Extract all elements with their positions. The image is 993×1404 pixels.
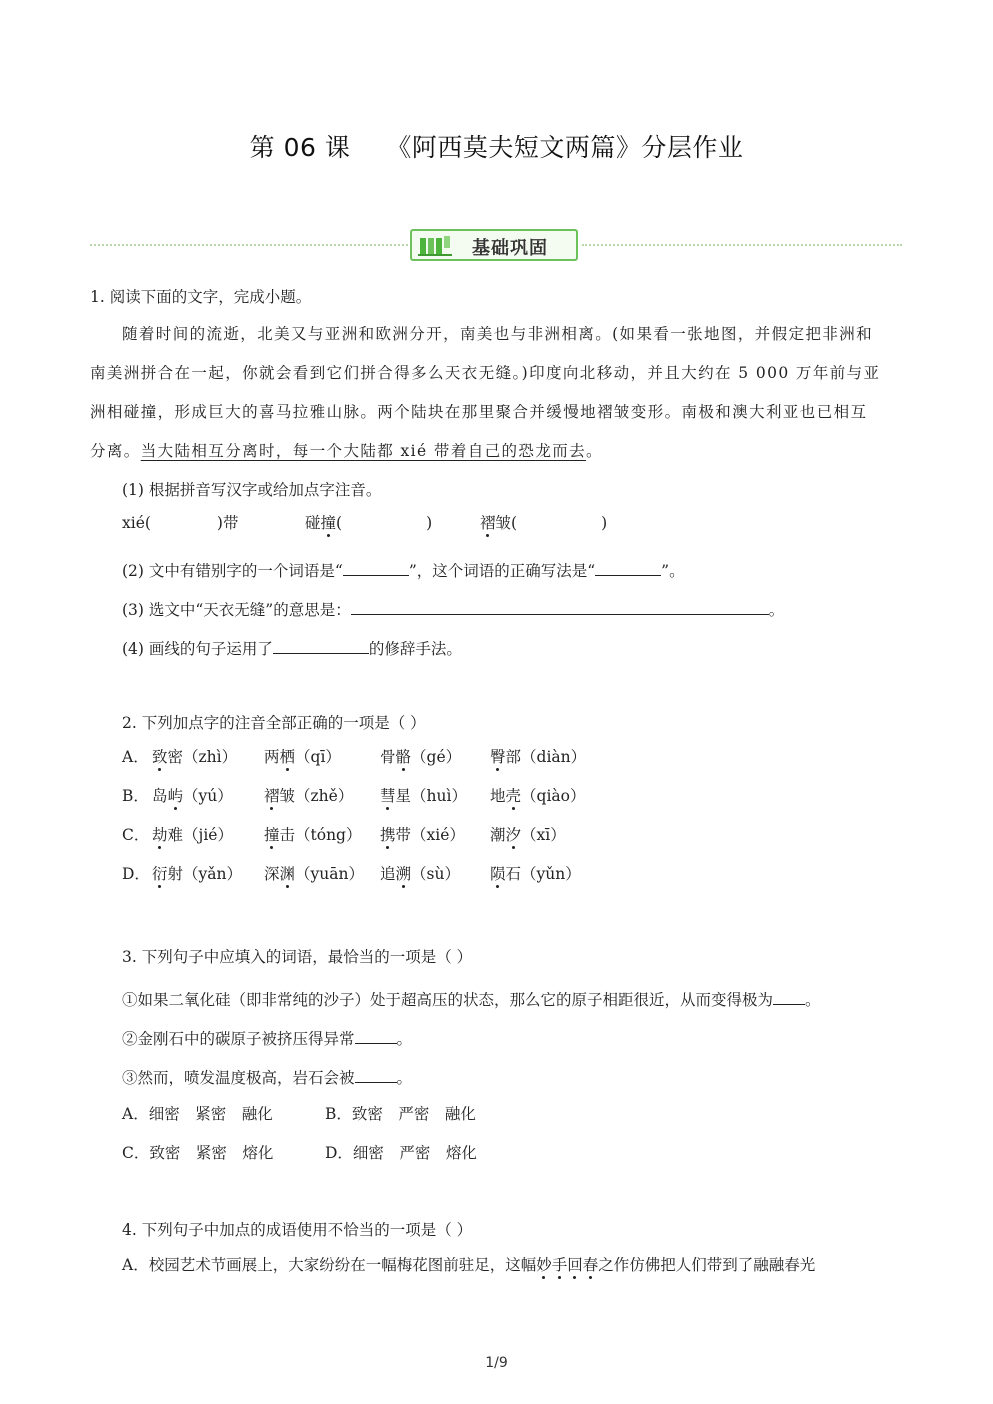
dotted-char: 春 xyxy=(582,1256,599,1274)
q2-option-item: 褶皱（zhě） xyxy=(264,787,354,805)
book-icon xyxy=(418,234,462,258)
page-title xyxy=(0,128,993,164)
dotted-char: 褶 xyxy=(264,787,280,805)
q4-option-a[interactable]: A．校园艺术节画展上，大家纷纷在一幅梅花图前驻足，这幅妙手回春之作仿佛把人们带到了融融春光 xyxy=(122,1256,816,1274)
q1-para-line: 洲相碰撞，形成巨大的喜马拉雅山脉。两个陆块在那里聚合并缓慢地褶皱变形。南极和澳大利亚也已相互 xyxy=(90,403,868,421)
q1-stem: 1. 阅读下面的文字，完成小题。 xyxy=(90,288,312,306)
dotted-char: 携 xyxy=(380,826,396,844)
q3-option-c[interactable]: C．致密 紧密 熔化 xyxy=(122,1144,274,1162)
q2-option-item: 陨石（yǔn） xyxy=(490,865,581,883)
section-badge xyxy=(410,229,578,261)
q2-option-letter[interactable]: D． xyxy=(122,865,150,883)
q2-option-item: 彗星（huì） xyxy=(380,787,467,805)
q1-sub2: (2) 文中有错别字的一个词语是“ ”，这个词语的正确写法是“ ”。 xyxy=(122,562,685,580)
answer-blank[interactable] xyxy=(351,600,769,615)
q1-sub1: (1) 根据拼音写汉字或给加点字注音。 xyxy=(122,481,382,499)
q1-sub1-item: xié( )带 xyxy=(122,514,239,532)
q2-stem: 2. 下列加点字的注音全部正确的一项是（ ） xyxy=(122,714,426,732)
q2-option-item: 携带（xié） xyxy=(380,826,465,844)
dotted-char: 撞 xyxy=(264,826,280,844)
q2-option-item: 两栖（qī） xyxy=(264,748,341,766)
q3-sentence-1: ①如果二氧化硅（即非常纯的沙子）处于超高压的状态，那么它的原子相距很近，从而变得极为 。 xyxy=(122,991,821,1009)
q2-option-item: 致密（zhì） xyxy=(152,748,238,766)
q2-option-item: 臀部（diàn） xyxy=(490,748,587,766)
answer-blank[interactable] xyxy=(343,561,409,576)
divider-right xyxy=(582,244,902,246)
dotted-char: 汐 xyxy=(505,826,522,844)
q2-option-item: 岛屿（yú） xyxy=(152,787,233,805)
q2-option-item: 地壳（qiào） xyxy=(490,787,586,805)
section-label: 基础巩固 xyxy=(472,238,548,259)
q2-option-item: 劫难（jié） xyxy=(152,826,233,844)
q2-option-item: 深渊（yuān） xyxy=(264,865,364,883)
q3-option-a[interactable]: A．细密 紧密 融化 xyxy=(122,1105,273,1123)
dotted-char: 致 xyxy=(152,748,168,766)
q3-sentence-3: ③然而，喷发温度极高，岩石会被 。 xyxy=(122,1069,413,1087)
dotted-char: 手 xyxy=(551,1256,568,1274)
dotted-char: 骼 xyxy=(395,748,412,766)
q2-option-letter[interactable]: C． xyxy=(122,826,150,844)
dotted-char: 衍 xyxy=(152,865,168,883)
q2-option-item: 骨骼（gé） xyxy=(380,748,462,766)
q2-option-letter[interactable]: B． xyxy=(122,787,149,805)
q1-para-line: 随着时间的流逝，北美又与亚洲和欧洲分开，南美也与非洲相离。(如果看一张地图，并假定把非洲和 xyxy=(122,325,874,343)
dotted-char: 栖 xyxy=(279,748,296,766)
q2-option-item: 衍射（yǎn） xyxy=(152,865,242,883)
q3-stem: 3. 下列句子中应填入的词语，最恰当的一项是（ ） xyxy=(122,948,473,966)
dotted-char: 陨 xyxy=(490,865,506,883)
dotted-char: 壳 xyxy=(505,787,522,805)
q1-sub4: (4) 画线的句子运用了 的修辞手法。 xyxy=(122,640,462,658)
q3-option-d[interactable]: D．细密 严密 熔化 xyxy=(325,1144,477,1162)
q2-option-item: 追溯（sù） xyxy=(380,865,460,883)
q1-sub1-item: 碰撞( ) xyxy=(305,514,433,532)
dotted-char: 劫 xyxy=(152,826,168,844)
q1-para-line-last: 分离。当大陆相互分离时，每一个大陆都 xié 带着自己的恐龙而去。 xyxy=(90,442,603,460)
dotted-char: 彗 xyxy=(380,787,396,805)
dotted-char: 渊 xyxy=(279,865,296,883)
underlined-sentence: 当大陆相互分离时，每一个大陆都 xié 带着自己的恐龙而去 xyxy=(140,442,587,460)
divider-left xyxy=(90,244,408,246)
q1-para-line: 南美洲拼合在一起，你就会看到它们拼合得多么天衣无缝。)印度向北移动，并且大约在 5 000 万年前与亚 xyxy=(90,364,881,382)
dotted-char: 屿 xyxy=(167,787,184,805)
answer-blank[interactable] xyxy=(355,1029,397,1044)
q2-option-item: 撞击（tóng） xyxy=(264,826,362,844)
q1-sub1-item: 褶皱( ) xyxy=(480,514,608,532)
q4-stem: 4. 下列句子中加点的成语使用不恰当的一项是（ ） xyxy=(122,1221,473,1239)
q1-sub3: (3) 选文中“天衣无缝”的意思是： 。 xyxy=(122,601,785,619)
q2-option-item: 潮汐（xī） xyxy=(490,826,566,844)
answer-blank[interactable] xyxy=(773,990,805,1005)
dotted-char: 臀 xyxy=(490,748,506,766)
q2-option-letter[interactable]: A． xyxy=(122,748,149,766)
lesson-number: 第 06 课 xyxy=(249,133,351,162)
q3-sentence-2: ②金刚石中的碳原子被挤压得异常 。 xyxy=(122,1030,413,1048)
page-number: 1/9 xyxy=(485,1355,508,1371)
answer-blank[interactable] xyxy=(595,561,661,576)
dotted-char: 回 xyxy=(567,1256,583,1274)
lesson-name: 《阿西莫夫短文两篇》分层作业 xyxy=(386,133,744,162)
dotted-char: 妙 xyxy=(536,1256,552,1274)
answer-blank[interactable] xyxy=(273,639,369,654)
q3-option-b[interactable]: B．致密 严密 融化 xyxy=(325,1105,476,1123)
answer-blank[interactable] xyxy=(355,1068,397,1083)
dotted-char: 溯 xyxy=(395,865,412,883)
